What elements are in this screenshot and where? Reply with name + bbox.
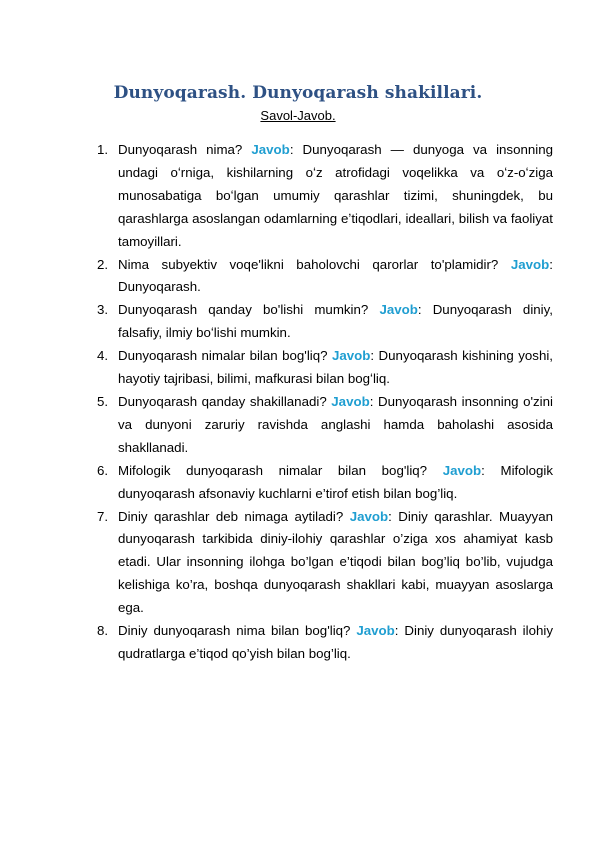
answer-label: Javob [356, 623, 395, 639]
question-text: Nima subyektiv voqe'likni baholovchi qarorlar to'plamidir? [118, 256, 499, 272]
qa-item-1 [97, 139, 553, 254]
question-text: Dunyoqarash nima? [118, 142, 243, 157]
qa-item-3 [97, 299, 553, 345]
answer-text: : Diniy qarashlar. Muayyan dunyoqarash tarkibida diniy-ilohiy qarashlar o’ziga xos ahamiyat kasb etadi. Ular insonning ilohga bo’lgan e’tiqodi bilan bog’liq bo’lib, vujudga kelishiga ko’ra, boshqa dunyoqarash shakllari kabi, muayyan asoslarga ega. [118, 508, 553, 616]
qa-item-7 [97, 506, 553, 621]
document-subtitle: Savol-Javob. [260, 108, 336, 123]
answer-label: Javob [349, 508, 389, 524]
document-title: Dunyoqarash. Dunyoqarash shakillari. [113, 83, 483, 103]
qa-item-6 [97, 460, 553, 506]
answer-text: : Dunyoqarash diniy, falsafiy, ilmiy boʻlishi mumkin. [118, 302, 553, 341]
answer-text: : Dunyoqarash insonning o'zini va dunyoni zaruriy ravishda anglashi hamda baholashi asosida shakllanadi. [118, 393, 553, 455]
question-text: Dunyoqarash nimalar bilan bog'liq? [118, 348, 328, 364]
question-text: Dunyoqarash qanday shakillanadi? [118, 393, 327, 409]
qa-item-8 [97, 620, 553, 666]
answer-text: : Dunyoqarash — dunyoga va insonning undagi oʻrniga, kishilarning oʻz atrofidagi voqelikka va oʻz-oʻziga munosabatiga boʻlgan umumiy qarashlar tizimi, shuningdek, bu qarashlarga asoslangan odamlarning eʼtiqodlari, ideallari, bilish va faoliyat tamoyillari. [118, 142, 553, 249]
item-number: 5. [97, 393, 109, 409]
item-number: 6. [97, 462, 109, 478]
question-text: Diniy dunyoqarash nima bilan bog'liq? [118, 623, 351, 639]
answer-label: Javob [379, 302, 418, 318]
answer-label: Javob [331, 393, 370, 409]
qa-item-4 [97, 345, 553, 391]
item-number: 1. [97, 142, 109, 157]
question-text: Diniy qarashlar deb nimaga aytiladi? [118, 508, 344, 524]
answer-text: : Mifologik dunyoqarash afsonaviy kuchlarni e’tirof etish bilan bog’liq. [118, 462, 553, 501]
qa-list [97, 139, 553, 666]
answer-label: Javob [510, 256, 550, 272]
answer-label: Javob [442, 462, 482, 478]
item-number: 3. [97, 302, 109, 318]
qa-item-5 [97, 391, 553, 460]
answer-text: : Dunyoqarash. [118, 256, 553, 295]
answer-label: Javob [331, 348, 371, 364]
answer-text: : Diniy dunyoqarash ilohiy qudratlarga e’tiqod qo’yish bilan bog’liq. [118, 623, 553, 661]
qa-item-2 [97, 254, 553, 300]
question-text: Dunyoqarash qanday bo'lishi mumkin? [118, 302, 369, 318]
item-number: 7. [97, 508, 109, 524]
answer-label: Javob [251, 142, 290, 157]
item-number: 2. [97, 256, 109, 272]
question-text: Mifologik dunyoqarash nimalar bilan bog'liq? [118, 462, 428, 478]
item-number: 4. [97, 348, 109, 364]
answer-text: : Dunyoqarash kishining yoshi, hayotiy tajribasi, bilimi, mafkurasi bilan bogʻliq. [118, 348, 553, 387]
item-number: 8. [97, 623, 109, 639]
